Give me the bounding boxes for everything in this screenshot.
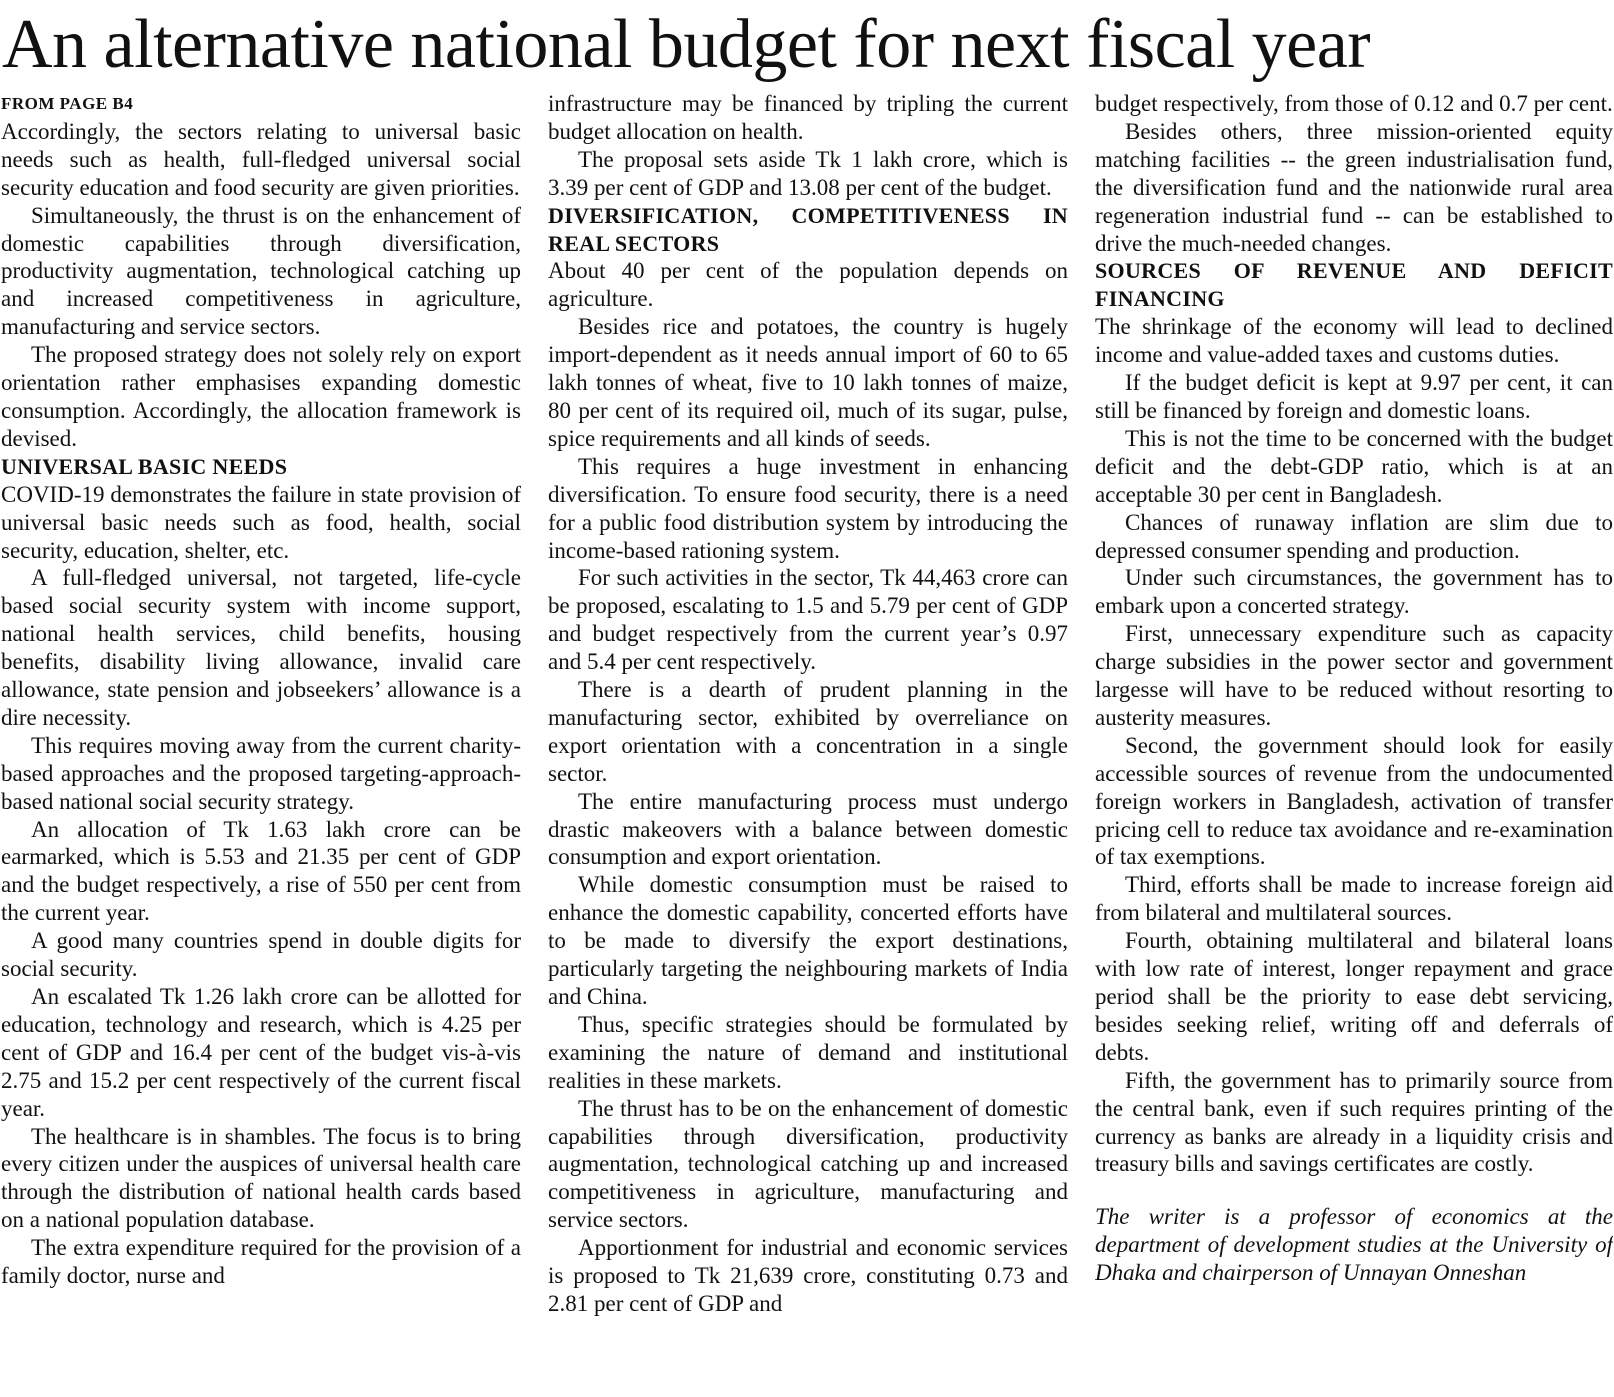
paragraph: Second, the government should look for easily accessible sources of revenue from the undocumented foreign workers in Bangladesh, activation of transfer pricing cell to reduce tax avoidance and re-examination of tax exemptions. — [1095, 732, 1613, 870]
paragraph: The proposed strategy does not solely rely on export orientation rather emphasises expanding domestic consumption. Accordingly, the allocation framework is devised. — [1, 342, 521, 451]
paragraph: For such activities in the sector, Tk 44,463 crore can be proposed, escalating to 1.5 and 5.79 per cent of GDP and budget respectively from the current year’s 0.97 and 5.4 per cent respectively. — [548, 565, 1068, 675]
paragraph: The healthcare is in shambles. The focus is to bring every citizen under the auspices of universal health care through the distribution of national health cards based on a national population database. — [1, 1123, 521, 1233]
section-subhead: DIVERSIFICATION, COMPETITIVENESS IN REAL SECTORS — [548, 202, 1068, 256]
paragraph: The extra expenditure required for the provision of a family doctor, nurse and — [1, 1235, 521, 1289]
paragraph: Thus, specific strategies should be formulated by examining the nature of demand and institutional realities in these markets. — [548, 1011, 1068, 1093]
paragraph: The shrinkage of the economy will lead to declined income and value-added taxes and customs duties. — [1095, 314, 1613, 368]
paragraph: An allocation of Tk 1.63 lakh crore can be earmarked, which is 5.53 and 21.35 per cent of GDP and the budget respectively, a rise of 550 per cent from the current year. — [1, 816, 521, 926]
paragraph: This requires moving away from the current charity-based approaches and the proposed targeting-approach-based national social security strategy. — [1, 732, 521, 814]
paragraph: Fourth, obtaining multilateral and bilateral loans with low rate of interest, longer repayment and grace period shall be the priority to ease debt servicing, besides seeking relief, writing off and deferrals of debts. — [1095, 928, 1613, 1065]
continuation-kicker: FROM PAGE B4 — [1, 94, 134, 113]
paragraph: The entire manufacturing process must undergo drastic makeovers with a balance between domestic consumption and export orientation. — [548, 788, 1068, 870]
headline: An alternative national budget for next fiscal year — [2, 6, 1371, 83]
paragraph: An escalated Tk 1.26 lakh crore can be allotted for education, technology and research, which is 4.25 per cent of GDP and 16.4 per cent of the budget vis-à-vis 2.75 and 15.2 per cent respectively of the current fiscal year. — [1, 984, 521, 1121]
paragraph: A good many countries spend in double digits for social security. — [1, 928, 521, 982]
paragraph: While domestic consumption must be raised to enhance the domestic capability, concerted efforts have to be made to diversify the export destinations, particularly targeting the neighbouring markets of India and China. — [548, 872, 1068, 1009]
paragraph: infrastructure may be financed by tripling the current budget allocation on health. — [548, 91, 1068, 144]
paragraph: The proposal sets aside Tk 1 lakh crore, which is 3.39 per cent of GDP and 13.08 per cent of the budget. — [548, 146, 1068, 200]
paragraph: First, unnecessary expenditure such as capacity charge subsidies in the power sector and government largesse will have to be reduced without resorting to austerity measures. — [1095, 621, 1613, 730]
paragraph: Under such circumstances, the government has to embark upon a concerted strategy. — [1095, 565, 1613, 619]
article-column-2 — [548, 90, 1068, 1390]
paragraph: If the budget deficit is kept at 9.97 per cent, it can still be financed by foreign and domestic loans. — [1095, 370, 1613, 423]
paragraph: Accordingly, the sectors relating to universal basic needs such as health, full-fledged universal social security education and food security are given priorities. — [1, 118, 521, 200]
paragraph: The thrust has to be on the enhancement of domestic capabilities through diversification, productivity augmentation, technological catching up and increased competitiveness in agriculture, manufacturing and service sectors. — [548, 1095, 1068, 1233]
paragraph: budget respectively, from those of 0.12 and 0.7 per cent. — [1095, 91, 1613, 116]
paragraph: Fifth, the government has to primarily source from the central bank, even if such requires printing of the currency as banks are already in a liquidity crisis and treasury bills and savings certificates are costly. — [1095, 1067, 1613, 1177]
paragraph: Apportionment for industrial and economic services is proposed to Tk 21,639 crore, constituting 0.73 and 2.81 per cent of GDP and — [548, 1235, 1068, 1316]
section-subhead: UNIVERSAL BASIC NEEDS — [1, 453, 288, 479]
author-byline: The writer is a professor of economics at the department of development studies at the University of Dhaka and chairperson of Unnayan Onneshan — [1095, 1204, 1613, 1286]
paragraph: There is a dearth of prudent planning in the manufacturing sector, exhibited by overreliance on export orientation with a concentration in a single sector. — [548, 677, 1068, 786]
paragraph: This is not the time to be concerned with the budget deficit and the debt-GDP ratio, which is at an acceptable 30 per cent in Bangladesh. — [1095, 425, 1613, 507]
article-column-1 — [1, 90, 521, 1390]
article-column-3 — [1095, 90, 1613, 1390]
paragraph: A full-fledged universal, not targeted, life-cycle based social security system with income support, national health services, child benefits, housing benefits, disability living allowance, invalid care allowance, state pension and jobseekers’ allowance is a dire necessity. — [1, 565, 521, 730]
paragraph: This requires a huge investment in enhancing diversification. To ensure food security, there is a need for a public food distribution system by introducing the income-based rationing system. — [548, 453, 1068, 563]
paragraph: Chances of runaway inflation are slim due to depressed consumer spending and production. — [1095, 509, 1613, 563]
paragraph: Besides others, three mission-oriented equity matching facilities -- the green industrialisation fund, the diversification fund and the nationwide rural area regeneration industrial fund -- can be established to drive the much-needed changes. — [1095, 118, 1613, 256]
paragraph: Third, efforts shall be made to increase foreign aid from bilateral and multilateral sources. — [1095, 872, 1613, 926]
paragraph: Simultaneously, the thrust is on the enhancement of domestic capabilities through diversification, productivity augmentation, technological catching up and increased competitiveness in agriculture, manufacturing and service sectors. — [1, 202, 521, 340]
paragraph: Besides rice and potatoes, the country is hugely import-dependent as it needs annual import of 60 to 65 lakh tonnes of wheat, five to 10 lakh tonnes of maize, 80 per cent of its required oil, much of its sugar, pulse, spice requirements and all kinds of seeds. — [548, 314, 1068, 451]
paragraph: COVID-19 demonstrates the failure in state provision of universal basic needs such as food, health, social security, education, shelter, etc. — [1, 481, 521, 563]
section-subhead: SOURCES OF REVENUE AND DEFICIT FINANCING — [1095, 258, 1613, 312]
paragraph: About 40 per cent of the population depends on agriculture. — [548, 258, 1068, 312]
